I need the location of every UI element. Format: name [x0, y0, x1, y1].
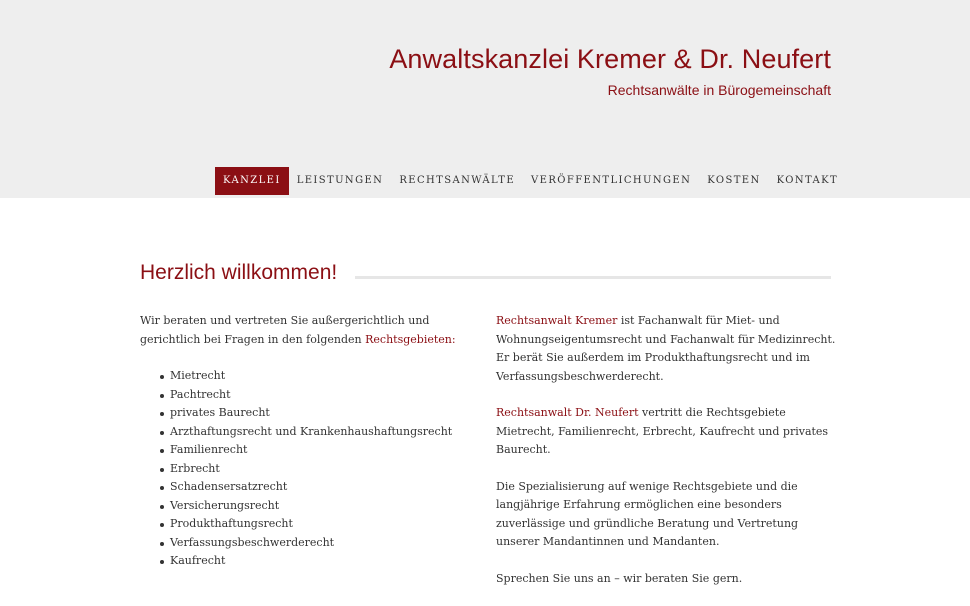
list-item: Pachtrecht: [170, 386, 470, 405]
specialization-paragraph: Die Spezialisierung auf wenige Rechtsgebiete und die langjährige Erfahrung ermöglichen eine besonders zuverlässige und gründliche Beratung und Vertretung unserer Mandantinnen und Mandanten.: [496, 479, 799, 548]
site-header: [0, 0, 970, 198]
list-item: Arzthaftungsrecht und Krankenhaushaftungsrecht: [170, 423, 470, 442]
intro-paragraph: [140, 312, 470, 349]
heading-divider: [355, 276, 831, 279]
nav-item-kontakt[interactable]: KONTAKT: [776, 175, 839, 186]
list-item: Schadensersatzrecht: [170, 478, 470, 497]
kremer-text-2: Er berät Sie außerdem im Produkthaftungsrecht und im Verfassungsbeschwerderecht.: [496, 351, 810, 383]
intro-text: Wir beraten und vertreten Sie außergerichtlich und gerichtlich bei Fragen in den folgenden: [140, 314, 430, 346]
kremer-paragraph: [496, 312, 841, 386]
nav-item-rechtsanwaelte[interactable]: RECHTSANWÄLTE: [399, 175, 516, 186]
content-right-column: [496, 312, 841, 606]
nav-item-veroeffentlichungen[interactable]: VERÖFFENTLICHUNGEN: [531, 175, 692, 186]
kremer-text: ist Fachanwalt für Miet- und Wohnungseigentumsrecht und Fachanwalt für Medizinrecht.: [496, 314, 836, 346]
list-item: Verfassungsbeschwerderecht: [170, 534, 470, 553]
practice-areas-list: [140, 367, 470, 571]
list-item: Produkthaftungsrecht: [170, 515, 470, 534]
closing-paragraph: Sprechen Sie uns an – wir beraten Sie gern.: [496, 571, 743, 585]
main-nav: [215, 167, 846, 195]
rechtsgebiete-link[interactable]: Rechtsgebieten:: [365, 332, 456, 346]
nav-item-leistungen[interactable]: LEISTUNGEN: [296, 175, 384, 186]
list-item: privates Baurecht: [170, 404, 470, 423]
list-item: Mietrecht: [170, 367, 470, 386]
list-item: Erbrecht: [170, 460, 470, 479]
kremer-link[interactable]: Rechtsanwalt Kremer: [496, 314, 618, 327]
list-item: Versicherungsrecht: [170, 497, 470, 516]
list-item: Kaufrecht: [170, 552, 470, 571]
nav-item-kanzlei[interactable]: KANZLEI: [215, 167, 289, 195]
page-title: Herzlich willkommen!: [140, 261, 338, 284]
neufert-paragraph: [496, 404, 841, 460]
content-left-column: [140, 312, 470, 571]
nav-item-kosten[interactable]: KOSTEN: [707, 175, 761, 186]
site-subtitle: Rechtsanwälte in Bürogemeinschaft: [607, 82, 831, 98]
site-title[interactable]: Anwaltskanzlei Kremer & Dr. Neufert: [389, 44, 831, 74]
neufert-link[interactable]: Rechtsanwalt Dr. Neufert: [496, 406, 639, 419]
list-item: Familienrecht: [170, 441, 470, 460]
neufert-text: vertritt die Rechtsgebiete Mietrecht, Familienrecht, Erbrecht, Kaufrecht und privates Baurecht.: [496, 406, 829, 456]
